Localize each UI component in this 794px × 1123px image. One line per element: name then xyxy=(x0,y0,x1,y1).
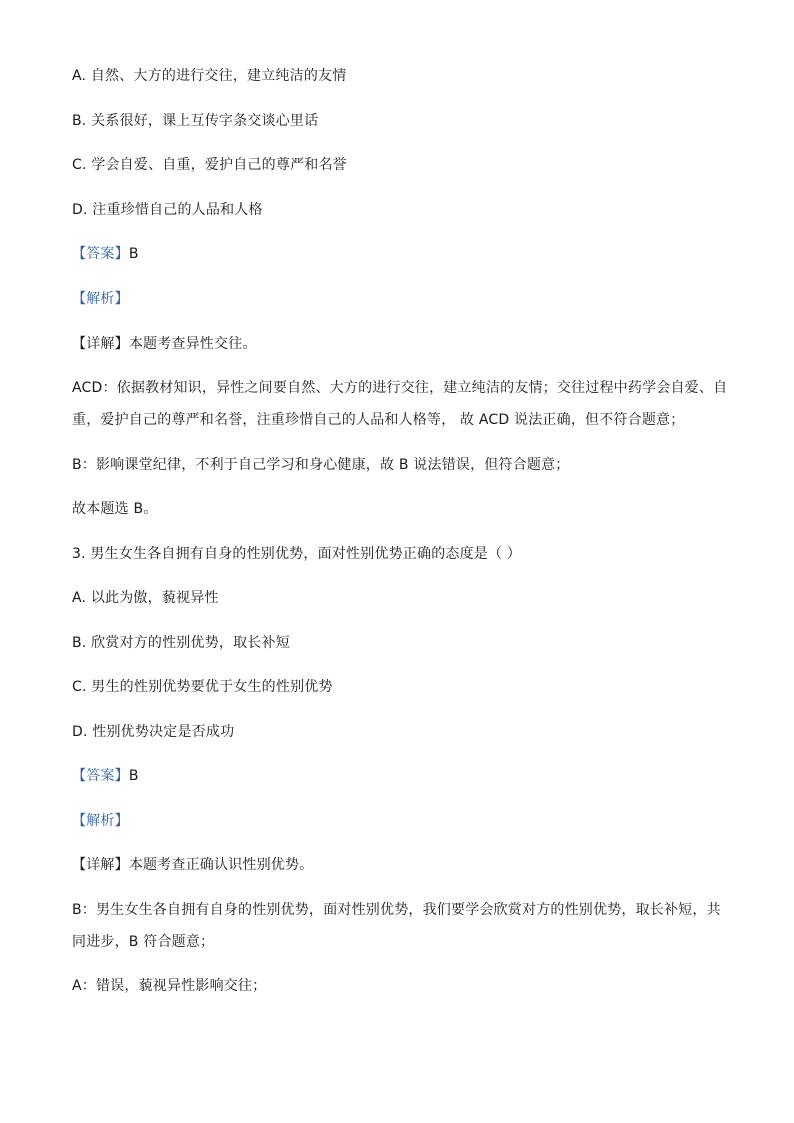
q3-answer-line xyxy=(72,766,139,786)
q2-detail-line xyxy=(72,334,257,354)
q3-explanation-b-line2: 同进步，B 符合题意； xyxy=(72,934,215,950)
q3-question: 3. 男生女生各自拥有自身的性别优势，面对性别优势正确的态度是（ ） xyxy=(72,546,522,562)
q3-option-c: C. 男生的性别优势要优于女生的性别优势 xyxy=(72,679,333,695)
q2-option-a: A. 自然、大方的进行交往，建立纯洁的友情 xyxy=(72,68,347,84)
q3-detail-line xyxy=(72,855,313,875)
q2-option-c: C. 学会自爱、自重，爱护自己的尊严和名誉 xyxy=(72,157,347,173)
q3-option-a: A. 以此为傲，藐视异性 xyxy=(72,590,219,606)
q3-explanation-a-line: A：错误，藐视异性影响交往； xyxy=(72,978,267,994)
q2-answer-value: B xyxy=(128,246,139,262)
q3-detail-text: 本题考查正确认识性别优势。 xyxy=(128,857,314,873)
q3-answer-tag: 【答案】 xyxy=(72,768,129,784)
q2-detail-tag: 【详解】 xyxy=(72,336,129,352)
q3-option-b: B. 欣赏对方的性别优势，取长补短 xyxy=(72,635,290,651)
q3-option-d: D. 性别优势决定是否成功 xyxy=(72,724,235,740)
q3-answer-value: B xyxy=(128,768,139,784)
q2-analysis-tag: 【解析】 xyxy=(72,291,129,307)
q3-explanation-b-line1: B：男生女生各自拥有自身的性别优势，面对性别优势，我们要学会欣赏对方的性别优势，取长补短，共 xyxy=(72,902,721,918)
q2-answer-line xyxy=(72,244,139,264)
q3-detail-tag: 【详解】 xyxy=(72,857,129,873)
q2-option-b: B. 关系很好，课上互传字条交谈心里话 xyxy=(72,113,319,129)
q2-detail-text: 本题考查异性交往。 xyxy=(128,336,257,352)
q2-option-d: D. 注重珍惜自己的人品和人格 xyxy=(72,202,263,218)
q2-answer-tag: 【答案】 xyxy=(72,246,129,262)
q2-explanation-b-line: B：影响课堂纪律，不利于自己学习和身心健康，故 B 说法错误，但符合题意； xyxy=(72,457,570,473)
q2-explanation-acd-line1: ACD：依据教材知识，异性之间要自然、大方的进行交往，建立纯洁的友情；交往过程中药学会自爱、自 xyxy=(72,380,728,396)
q3-analysis-tag: 【解析】 xyxy=(72,813,129,829)
q2-explanation-acd-line2: 重，爱护自己的尊严和名誉，注重珍惜自己的人品和人格等， 故 ACD 说法正确，但不符合题意； xyxy=(72,412,685,428)
q2-conclusion: 故本题选 B。 xyxy=(72,501,158,517)
